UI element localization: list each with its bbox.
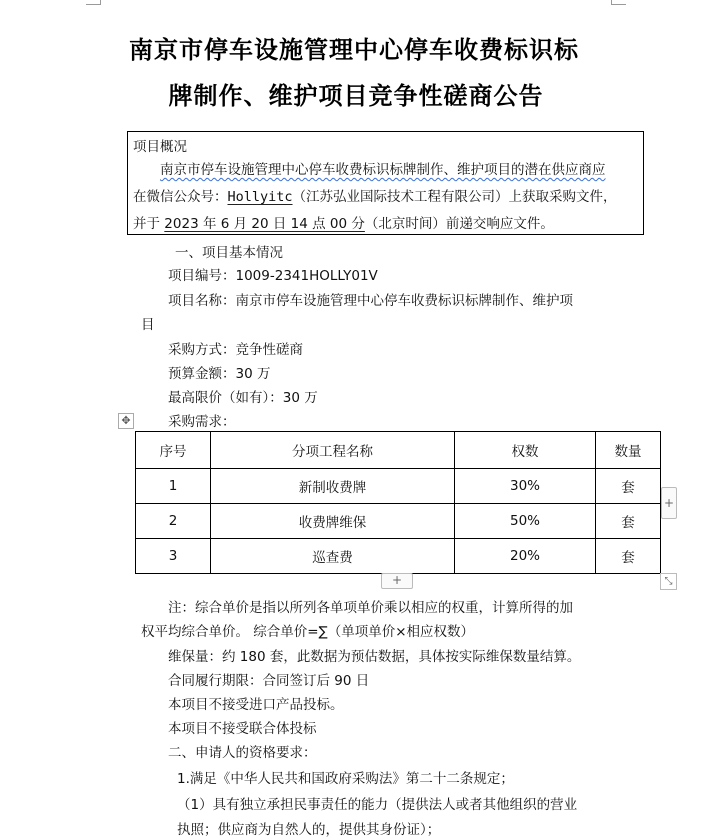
overview-line3-suffix: （北京时间）前递交响应文件。 [364,216,554,232]
no-import-note: 本项目不接受进口产品投标。 [168,697,344,713]
plus-icon: + [391,573,403,587]
table-row [136,539,661,574]
wechat-account: Hollyitc [227,189,293,205]
project-name-line1: 项目名称：南京市停车设施管理中心停车收费标识标牌制作、维护项 [168,293,573,309]
page-corner-mark [611,0,626,5]
cell-weight: 20% [455,539,596,574]
procurement-needs: 采购需求： [168,414,236,430]
overview-line2-suffix: （江苏弘业国际技术工程有限公司）上获取采购文件， [292,189,617,205]
overview-line2-prefix: 在微信公众号： [133,189,228,205]
document-title-line2: 牌制作、维护项目竞争性磋商公告 [168,82,544,110]
overview-line3-prefix: 并于 [133,216,160,232]
overview-heading: 项目概况 [133,139,187,155]
table-row [136,504,661,539]
add-column-button[interactable] [661,487,677,519]
cell-quantity: 套 [596,539,661,574]
header-cell-quantity: 数量 [596,432,661,469]
qualification-item1: 1.满足《中华人民共和国政府采购法》第二十二条规定； [177,771,514,787]
note-line2: 权平均综合单价。 综合单价=∑（单项单价×相应权数） [141,624,475,640]
resize-icon: ⤡ [664,576,673,587]
section1-heading: 一、项目基本情况 [175,245,283,261]
table-row [136,469,661,504]
page-corner-mark [86,0,101,5]
table-header-row [136,432,661,469]
cell-weight: 50% [455,504,596,539]
section2-heading: 二、申请人的资格要求： [168,745,317,761]
header-cell-index: 序号 [136,432,211,469]
cell-quantity: 套 [596,469,661,504]
header-cell-weight: 权数 [455,432,596,469]
project-name-line2: 目 [141,317,155,333]
requirements-table [135,431,661,574]
cell-index: 1 [136,469,211,504]
document-title-line1: 南京市停车设施管理中心停车收费标识标 [129,36,579,64]
header-cell-item-name: 分项工程名称 [211,432,455,469]
cell-index: 2 [136,504,211,539]
max-price: 最高限价（如有）：30 万 [168,390,318,406]
deadline-date: 2023 年 6 月 20 日 14 点 00 分 [164,216,365,232]
warranty-quantity: 维保量：约 180 套，此数据为预估数据，具体按实际维保数量结算。 [168,649,581,665]
move-icon: ✥ [121,414,131,427]
qualification-item1-sub1-line2: 执照；供应商为自然人的，提供其身份证）； [177,822,441,838]
cell-quantity: 套 [596,504,661,539]
overview-line1 [160,158,606,178]
add-row-button[interactable] [381,573,413,589]
overview-line1-text: 南京市停车设施管理中心停车收费标识标牌制作、维护项目的潜在供应商应 [160,162,606,178]
plus-icon: + [663,496,675,510]
procurement-method: 采购方式：竞争性磋商 [168,342,303,358]
overview-line3 [133,212,554,232]
cell-index: 3 [136,539,211,574]
table-resize-handle[interactable] [660,573,677,590]
project-number: 项目编号：1009-2341HOLLY01V [168,268,378,284]
budget-amount: 预算金额：30 万 [168,366,271,382]
cell-item-name: 收费牌维保 [211,504,455,539]
cell-item-name: 新制收费牌 [211,469,455,504]
table-move-handle[interactable] [118,413,134,429]
cell-item-name: 巡查费 [211,539,455,574]
cell-weight: 30% [455,469,596,504]
note-line1: 注：综合单价是指以所列各单项单价乘以相应的权重，计算所得的加 [168,600,573,616]
overview-line2 [133,185,617,205]
no-consortium-note: 本项目不接受联合体投标 [168,721,317,737]
qualification-item1-sub1-line1: （1）具有独立承担民事责任的能力（提供法人或者其他组织的营业 [177,797,578,813]
contract-period: 合同履行期限：合同签订后 90 日 [168,673,370,689]
